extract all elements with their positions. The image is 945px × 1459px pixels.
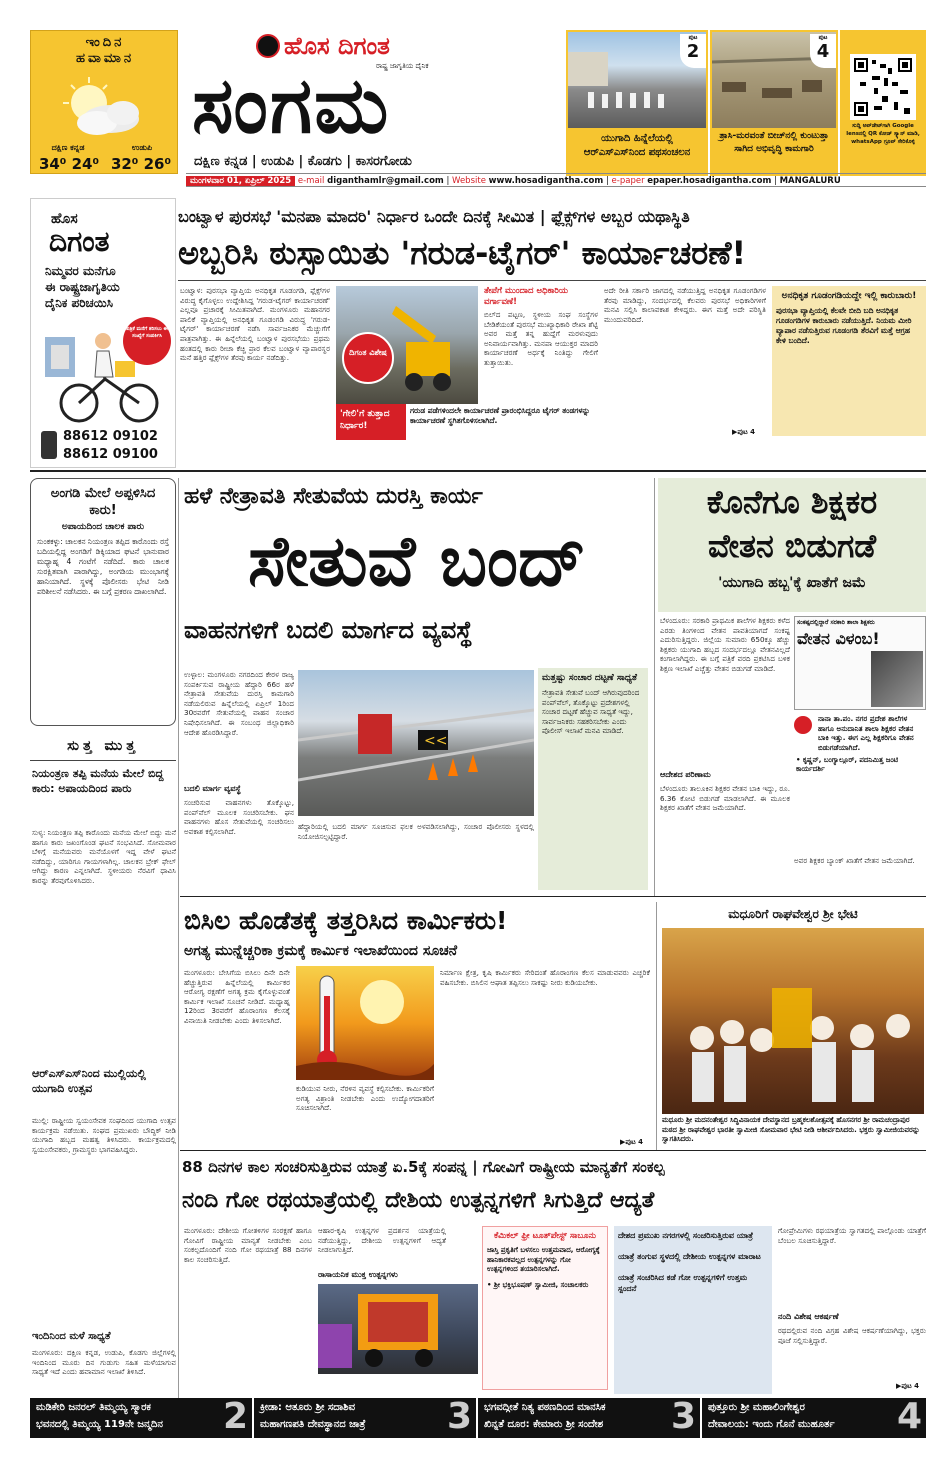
story6-adbox: [482, 1226, 608, 1390]
adbox-by: • ಶ್ರೀ ಭಕ್ತಿಭೂಷಣ್ ಸ್ವಾಮೀಜಿ, ಸಂಚಾಲಕರು: [487, 1280, 589, 1289]
story2-col3: ಹೆದ್ದಾರಿಯಲ್ಲಿ ಬದಲಿ ಮಾರ್ಗ ಸೂಚಿಸುವ ಫಲಕ ಅಳವಡಿಸಲಾಗಿದ್ದು, ಸಂಚಾರ ಪೊಲೀಸರು ಸ್ಥಳದಲ್ಲಿ ನಿಯೋಜಿಸಲ್ಪಟ್ಟಿದ್ದಾರೆ.: [298, 822, 534, 841]
brief1-subtitle: ಅಪಾಯದಿಂದ ಚಾಲಕ ಪಾರು: [61, 522, 145, 532]
footer-page-number: 2: [222, 1396, 248, 1437]
story2-photo: [298, 670, 534, 816]
story6-sub2: ರಾಸಾಯನಿಕ ಮುಕ್ತ ಉತ್ಪನ್ನಗಳು: [318, 1270, 398, 1279]
bullet-item: ಯಾತ್ರೆ ಸಂಚರಿಸಿದ ಕಡೆ ಗೋ ಉತ್ಪನ್ನಗಳಿಗೆ ಉತ್ತಮ ಸ್ಪಂದನೆ: [618, 1273, 748, 1293]
divider: [178, 478, 179, 1398]
story2-sidebox: [538, 668, 648, 890]
phone-1[interactable]: 88612 09102: [63, 429, 158, 444]
footer-page-number: 3: [446, 1396, 472, 1437]
brand-logo-icon: [256, 34, 280, 58]
story2-headline[interactable]: ಸೇತುವೆ ಬಂದ್: [248, 520, 586, 602]
epaper-link[interactable]: epaper.hosadigantha.com: [647, 176, 772, 186]
city2-name: ಉಡುಪಿ: [131, 143, 153, 152]
story6-sub5: ನಂದಿ ವಿಶೇಷ ಆಕರ್ಷಣೆ: [778, 1312, 839, 1321]
sutta-mutta-label: ಸುತ್ತ ಮುತ್ತ: [67, 738, 139, 754]
story2-side-title: ಮತ್ತಷ್ಟು ಸಂಚಾರ ದಟ್ಟಣೆ ಸಾಧ್ಯತೆ: [542, 673, 638, 683]
divider: [180, 896, 926, 897]
ad-tagline: ನಿಮ್ಮವರ ಮನೆಗೂ ಈ ರಾಷ್ಟ್ರಜಾಗೃತಿಯ ದೈನಿಕ ಪರಿಚಯಿಸಿ: [45, 264, 120, 310]
story2-sub2: ಬದಲಿ ಮಾರ್ಗ ವ್ಯವಸ್ಥೆ: [184, 784, 241, 793]
ad-brand: ದಿಗಂತ: [49, 225, 110, 258]
story4-photo: [296, 966, 434, 1080]
quote-text: ನಾನಾ ತಾ.ಪಂ. ನಗರ ಪ್ರದೇಶ ಶಾಲೆಗಳ ಹಾಗೂ ಅನುದಾನಿತ ಶಾಲಾ ಶಿಕ್ಷಕರ ವೇತನ ಬಾಕಿ ಇತ್ತು. ಈಗ ಎಲ್ಲ ಶಿಕ್ಷಕರಿಗೂ ವೇತನ ಬಿಡುಗಡೆಯಾಗಿದೆ.: [818, 714, 914, 752]
story1-headline[interactable]: ಅಬ್ಬರಿಸಿ ಠುಸ್ಸಾಯಿತು 'ಗರುಡ-ಟೈಗರ್' ಕಾರ್ಯಾಚರಣೆ!: [178, 234, 747, 272]
info-bar: ಮಂಗಳವಾರ 01, ಏಪ್ರಿಲ್ 2025 e-mail diganthamlr@gmail.com | Website www.hosadigantha.com | e-paper epaper.hosadigantha.com | MANGALURU: [186, 173, 926, 187]
story4-col2: ಕುಡಿಯುವ ನೀರು, ನೆರಳಿನ ವ್ಯವಸ್ಥೆ ಕಲ್ಪಿಸಬೇಕು. ಕಾರ್ಮಿಕರಿಗೆ ಅಗತ್ಯ ವಿಶ್ರಾಂತಿ ನೀಡಬೇಕು ಎಂದು ಉದ್ಯೋಗದಾತರಿಗೆ ಸೂಚಿಸಲಾಗಿದೆ.: [296, 1084, 434, 1113]
story3-headline1[interactable]: ಕೊನೆಗೂ ಶಿಕ್ಷಕರ: [706, 483, 878, 521]
story1-col4: ಅದೇ ರೀತಿ ಸರ್ಕಾರಿ ಜಾಗದಲ್ಲಿ ನಡೆಯುತ್ತಿದ್ದ ಅನಧಿಕೃತ ಗೂಡಂಗಡಿಗಳ ತೆರವು ಮಾಡಿದ್ದು, ಸಂದರ್ಭದಲ್ಲಿ ಕೆಲವರು ಪುರಸಭೆ ಅಧಿಕಾರಿಗಳಿಗೆ ಮನವಿ ಸಲ್ಲಿಸಿ ಕಾಲಾವಕಾಶ ಕೇಳಿದ್ದರು. ಈಗ ಮತ್ತೆ ಅದೇ ಪರಿಸ್ಥಿತಿ ಮುಂದುವರಿದಿದೆ.: [604, 286, 766, 324]
brand-name: ಹೊಸ ದಿಗಂತ: [284, 32, 390, 60]
left-brief1[interactable]: [30, 478, 176, 726]
subscription-ad[interactable]: [30, 198, 176, 468]
story6-col1: ಮಂಗಳೂರು: ದೇಶೀಯ ಗೋತಳಿಗಳ ಸಂರಕ್ಷಣೆ ಹಾಗೂ ಗೋವಿಗೆ ರಾಷ್ಟ್ರೀಯ ಮಾನ್ಯತೆ ನೀಡಬೇಕು ಎಂಬ ಸಂಕಲ್ಪದೊಂದಿಗೆ ನಂದಿ ಗೋ ರಥಯಾತ್ರೆ 88 ದಿನಗಳ ಕಾಲ ಸಂಚರಿಸುತ್ತಿದೆ.: [184, 1226, 312, 1264]
sutta-b2-text: ಮುಲ್ಲಿ: ರಾಷ್ಟ್ರೀಯ ಸ್ವಯಂಸೇವಕ ಸಂಘದಿಂದ ಯುಗಾದಿ ಉತ್ಸವ ಕಾರ್ಯಕ್ರಮ ನಡೆಯಿತು. ಸಂಘದ ಪ್ರಮುಖರು ಬೌದ್ಧಿಕ್ ನೀಡಿ ಯುಗಾದಿ ಹಬ್ಬದ ಮಹತ್ವ ತಿಳಿಸಿದರು. ಕಾರ್ಯಕ್ರಮದಲ್ಲಿ ಸ್ವಯಂಸೇವಕರು, ಗ್ರಾಮಸ್ಥರು ಭಾಗವಹಿಸಿದ್ದರು.: [32, 1116, 176, 1154]
story6-continued[interactable]: ▶ಪುಟ 4: [896, 1382, 919, 1390]
weather-title: ಇಂದಿನ ಹವಾಮಾನ: [75, 35, 135, 66]
story1-col1: ಬಂಟ್ವಾಳ: ಪುರಸಭಾ ವ್ಯಾಪ್ತಿಯ ಅನಧಿಕೃತ ಗೂಡಂಗಡಿ, ಫ್ಲೆಕ್ಸ್‌ಗಳ ವಿರುದ್ಧ ಕೈಗೊಳ್ಳಲು ಉದ್ದೇಶಿಸಿದ್ದ 'ಗರುಡ-ಟೈಗರ್ ಕಾರ್ಯಾಚರಣೆ' ಎಲ್ಲವೂ ಪ್ರಚಾರಕ್ಕೆ ಸೀಮಿತವಾಗಿದೆ. ಮಂಗಳೂರು ಮಹಾನಗರ ಪಾಲಿಕೆ ವ್ಯಾಪ್ತಿಯಲ್ಲಿ ಅನಧಿಕೃತ ಗೂಡಂಗಡಿ ವಿರುದ್ಧ 'ಗರುಡ-ಟೈಗರ್' ಕಾರ್ಯಾಚರಣೆ ನಡೆಸಿ ಸಾರ್ವಜನಿಕರ ಮೆಚ್ಚುಗೆಗೆ ಪಾತ್ರವಾಗಿತ್ತು. ಈ ಹಿನ್ನೆಲೆಯಲ್ಲಿ ಬಂಟ್ವಾಳ ಪುರಸಭೆಯು ಪ್ರಥಮ ಹಂತದಲ್ಲಿ ಕಾರು ರೀಚಾ ಕೆಚ್ಚಿ ಪ್ರಾರ ಕೆಲವ ಬಂಟ್ವಾಳ ವ್ಯಾಪಾರಸ್ಥರ ಮನೆ ಹತ್ತಿರ ಫ್ಲೆಕ್ಸ್‌ಗಳ ತೆರವು ಕಾರ್ಯ ನಡೆದಿತ್ತು.: [180, 286, 330, 363]
qr-code-icon: [850, 54, 916, 120]
teaser-1-page: ಪುಟ 2: [680, 34, 706, 68]
sutta-b3-text: ಮಂಗಳೂರು: ದಕ್ಷಿಣ ಕನ್ನಡ, ಉಡುಪಿ, ಕೊಡಗು ಜಿಲ್ಲೆಗಳಲ್ಲಿ ಇಂದಿನಿಂದ ಮೂರು ದಿನ ಗುಡುಗು ಸಹಿತ ಮಳೆಯಾಗುವ ಸಾಧ್ಯತೆ ಇದೆ ಎಂದು ಹವಾಮಾನ ಇಲಾಖೆ ತಿಳಿಸಿದೆ.: [32, 1348, 176, 1377]
divider: [178, 280, 926, 281]
story1-kicker[interactable]: ಬಂಟ್ವಾಳ ಪುರಸಭೆ 'ಮನಪಾ ಮಾದರಿ' ನಿರ್ಧಾರ ಒಂದೇ ದಿನಕ್ಕೆ ಸೀಮಿತ | ಫ್ಲೆಕ್ಸ್‌ಗಳ ಅಬ್ಬರ ಯಥಾಸ್ಥಿತಿ: [178, 207, 690, 226]
story4-headline[interactable]: ಬಿಸಿಲ ಹೊಡೆತಕ್ಕೆ ತತ್ತರಿಸಿದ ಕಾರ್ಮಿಕರು!: [184, 906, 508, 935]
story6-photo: [318, 1284, 478, 1374]
teaser-2-text: ತ್ರಾಸಿ-ಮರವಂತೆ ಬೀಚ್‌ನಲ್ಲಿ ಕುಂಟುತ್ತಾ ಸಾಗಿದ ಅಭಿವೃದ್ಧಿ ಕಾಮಗಾರಿ: [719, 131, 829, 154]
sutta-b3-title[interactable]: ಇಂದಿನಿಂದ ಮಳೆ ಸಾಧ್ಯತೆ: [32, 1331, 111, 1342]
story1-photo-tag: 'ಗೇಲಿ'ಗೆ ತುತ್ತಾದ ನಿರ್ಧಾರ!: [336, 404, 406, 440]
divider: [30, 760, 176, 761]
phone-2[interactable]: 88612 09100: [63, 447, 158, 462]
city2-temp: 32⁰ 26⁰: [110, 155, 172, 173]
sidebox-text: ಪುರಸಭಾ ವ್ಯಾಪ್ತಿಯಲ್ಲಿ ಕೆಲವೇ ಬೀದಿ ಬದಿ ಅನಧಿಕೃತ ಗೂಡಂಗಡಿಗಳ ಕಾರುಬಾರು ನಡೆಯುತ್ತಿದೆ. ನಿಯಮ ಮೀರಿ ವ್ಯಾಪಾರ ನಡೆಸುತ್ತಿರುವ ಗೂಡಂಗಡಿ ತೆರವಿಗೆ ಮತ್ತೆ ಆಗ್ರಹ ಕೇಳಿ ಬಂದಿದೆ.: [776, 306, 912, 345]
story3-end-note: ಅವರ ಶಿಕ್ಷಕರ ಬ್ಯಾಂಕ್ ಖಾತೆಗೆ ವೇತನ ಜಮೆಯಾಗಿದೆ.: [794, 856, 915, 865]
qr-text: ಸುದ್ದಿ ಅಪ್‌ಡೇಟ್‌ಗಾಗಿ Google lensನಲ್ಲಿ QR ಕೋಡ್ ಸ್ಕ್ಯಾನ್ ಮಾಡಿ, whatsApp ಗ್ರೂಪ್ ಸೇರಿಕೊಳ್ಳಿ: [846, 123, 920, 145]
clip-title: ವೇತನ ವಿಳಂಬ!: [797, 629, 880, 648]
story5-title[interactable]: ಮಧೂರಿಗೆ ರಾಘವೇಶ್ವರ ಶ್ರೀ ಭೇಟಿ: [728, 907, 858, 921]
divider: [180, 1150, 926, 1151]
teaser-1[interactable]: [566, 30, 708, 176]
quote-by: • ಕೃಷ್ಣನ್, ಬಂಗ್ಯಾಲ್ಗೂರ್, ಪದನಿಮಿತ್ತ ಜಂಟಿ ಕಾರ್ಯದರ್ಶಿ: [796, 756, 899, 774]
story2-col1: ಉಳ್ಳಾಲ: ಮಂಗಳೂರು ನಗರದಿಂದ ಕೇರಳ ರಾಜ್ಯ ಸಂಪರ್ಕಿಸುವ ರಾಷ್ಟ್ರೀಯ ಹೆದ್ದಾರಿ 66ರ ಹಳೆ ನೇತ್ರಾವತಿ ಸೇತುವೆಯ ದುರಸ್ತಿ ಕಾಮಗಾರಿ ನಡೆಯಲಿರುವ ಹಿನ್ನೆಲೆಯಲ್ಲಿ ಏಪ್ರಿಲ್ 1ರಿಂದ 30ರವರೆಗೆ ಸೇತುವೆಯಲ್ಲಿ ವಾಹನ ಸಂಚಾರ ನಿಷೇಧಿಸಲಾಗಿದೆ. ಈ ಸಂಬಂಧ ಜಿಲ್ಲಾಧಿಕಾರಿ ಆದೇಶ ಹೊರಡಿಸಿದ್ದಾರೆ.: [184, 670, 294, 737]
footer-page-number: 4: [896, 1396, 922, 1437]
clip-note: ಸಂಕಷ್ಟದಲ್ಲಿದ್ದಾರೆ ಸರಕಾರಿ ಶಾಲಾ ಶಿಕ್ಷಕರು: [797, 619, 875, 626]
adbox-text: ಜಾಸ್ತಿ ಪ್ರಕೃತಿಗೆ ಬಳಸಲು ಉತ್ತಮವಾದ, ಆರೋಗ್ಯಕ್ಕೆ ಹಾನಿಕಾರಕವಲ್ಲದ ಉತ್ಪನ್ನಗಳನ್ನು ಗೋ ಉತ್ಪನ್ನಗಳಿಂದ ತಯಾರಿಸಲಾಗಿದೆ.: [487, 1246, 600, 1274]
story2-kicker[interactable]: ಹಳೆ ನೇತ್ರಾವತಿ ಸೇತುವೆಯ ದುರಸ್ತಿ ಕಾರ್ಯ: [184, 484, 483, 509]
ad-brand-small: ಹೊಸ: [51, 211, 78, 227]
story2-col2: ಸಂಚರಿಸುವ ವಾಹನಗಳು ತೊಕ್ಕೊಟ್ಟು, ಪಂಪ್‌ವೆಲ್ ಮೂಲಕ ಸಂಚರಿಸಬೇಕು. ಘನ ವಾಹನಗಳು ಹೊಸ ಸೇತುವೆಯಲ್ಲಿ ಸಂಚರಿಸಲು ಅವಕಾಶ ಕಲ್ಪಿಸಲಾಗಿದೆ.: [184, 798, 294, 836]
teaser-2[interactable]: [710, 30, 838, 176]
clip-photo: [871, 651, 923, 707]
story3-quote: [794, 712, 926, 840]
city: MANGALURU: [779, 176, 841, 186]
story1-bottom-note: ಗರುಡ ಪಡೆಗಳಿಂದಲೇ ಕಾರ್ಯಾಚರಣೆ ಪ್ರಾರಂಭಿಸಿದ್ದರೂ ಟೈಗರ್ ತಂಡಗಳನ್ನು ಕಾರ್ಯಾಚರಣೆ ಸ್ಥಗಿತಗೊಳಿಸಲಾಗಿದೆ.: [410, 406, 590, 425]
footer-item-1[interactable]: ಮಡಿಕೇರಿ ಜನರಲ್ ತಿಮ್ಮಯ್ಯ ಸ್ಮಾರಕ ಭವನದಲ್ಲಿ ತಿಮ್ಮಯ್ಯ 119ನೇ ಜನ್ಮದಿನ 2: [30, 1398, 252, 1438]
story1-sub-head: ತೇಪೆಗೆ ಮುಂದಾದ ಅಧಿಕಾರಿಯ ವರ್ಗಾವಣೆ!: [484, 286, 568, 307]
footer-page-number: 3: [670, 1396, 696, 1437]
story3-clipping: [794, 616, 926, 710]
footer-item-2[interactable]: ಕ್ರೀಡಾ: ಆತೂರು ಶ್ರೀ ಸದಾಶಿವ ಮಹಾಗಣಪತಿ ದೇವಸ್ಥಾನದ ಜಾತ್ರೆ 3: [254, 1398, 476, 1438]
story6-bullets: [614, 1226, 772, 1394]
story4-col3: ನಿರ್ಮಾಣ ಕ್ಷೇತ್ರ, ಕೃಷಿ ಕಾರ್ಮಿಕರು ಸೇರಿದಂತೆ ಹೊರಾಂಗಣ ಕೆಲಸ ಮಾಡುವವರು ಎಚ್ಚರಿಕೆ ವಹಿಸಬೇಕು. ಬಿಸಿಲಿನ ಆಘಾತ ತಪ್ಪಿಸಲು ಸಾಕಷ್ಟು ನೀರು ಕುಡಿಯಬೇಕು.: [440, 968, 650, 987]
svg-text:<<: <<: [424, 733, 448, 749]
divider: [30, 470, 926, 472]
story3-col1: ಬೆಳಂದೂರು: ಸರಕಾರಿ ಪ್ರಾಥಮಿಕ ಶಾಲೆಗಳ ಶಿಕ್ಷಕರು ಕಳೆದ ಎರಡು ತಿಂಗಳಿಂದ ವೇತನ ಪಾವತಿಯಾಗದೆ ಸಂಕಷ್ಟ ಎದುರಿಸುತ್ತಿದ್ದರು. ಜಿಲ್ಲೆಯ ಸುಮಾರು 650ಕ್ಕೂ ಹೆಚ್ಚು ಶಿಕ್ಷಕರು ಯುಗಾದಿ ಹಬ್ಬದ ಸಂದರ್ಭದಲ್ಲೂ ವೇತನವಿಲ್ಲದೆ ಕಂಗಾಲಾಗಿದ್ದರು. ಈ ಬಗ್ಗೆ ಪತ್ರಿಕೆ ವರದಿ ಪ್ರಕಟಿಸಿದ ಬಳಿಕ ಶಿಕ್ಷಣ ಇಲಾಖೆ ಎಚ್ಚೆತ್ತು ವೇತನ ಬಿಡುಗಡೆ ಮಾಡಿದೆ.: [660, 616, 790, 673]
sidebox-title: ಅನಧಿಕೃತ ಗೂಡಂಗಡಿಯದ್ದೇ ಇಲ್ಲಿ ಕಾರುಬಾರು!: [781, 291, 917, 301]
story3-col1b: ಬೆಳಂದೂರು ತಾಲೂಕಿನ ಶಿಕ್ಷಕರ ವೇತನ ಬಾಕಿ ಇದ್ದು, ರೂ. 6.36 ಕೋಟಿ ಬಿಡುಗಡೆ ಮಾಡಲಾಗಿದೆ. ಈ ಮೂಲಕ ಶಿಕ್ಷಕರ ಖಾತೆಗೆ ವೇತನ ಜಮೆಯಾಗಿದೆ.: [660, 784, 790, 813]
story3-sub2: ಆದೇಶದ ಪರಿಣಾಮ: [660, 770, 711, 779]
website-link[interactable]: www.hosadigantha.com: [488, 176, 604, 186]
story1-sidebox: [772, 286, 926, 436]
story1-badge: ದಿಗಂತ ವಿಶೇಷ: [342, 332, 394, 384]
story3-headline2[interactable]: ವೇತನ ಬಿಡುಗಡೆ: [708, 527, 876, 565]
story2-side-text: ನೇತ್ರಾವತಿ ಸೇತುವೆ ಬಂದ್ ಆಗಿರುವುದರಿಂದ ಪಂಪ್‌ವೆಲ್, ತೊಕ್ಕೊಟ್ಟು ಪ್ರದೇಶಗಳಲ್ಲಿ ಸಂಚಾರ ದಟ್ಟಣೆ ಹೆಚ್ಚುವ ಸಾಧ್ಯತೆ ಇದ್ದು, ಸಾರ್ವಜನಿಕರು ಸಹಕರಿಸಬೇಕು ಎಂದು ಪೊಲೀಸ್ ಇಲಾಖೆ ಮನವಿ ಮಾಡಿದೆ.: [542, 688, 640, 736]
divider: [654, 478, 655, 896]
bullet-item: ದೇಶದ ಪ್ರಮುಖ ನಗರಗಳಲ್ಲಿ ಸಂಚರಿಸುತ್ತಿರುವ ಯಾತ್ರೆ: [618, 1231, 754, 1240]
email-link[interactable]: diganthamlr@gmail.com: [327, 176, 444, 186]
story1-photo: [336, 286, 478, 404]
story1-continued[interactable]: ▶ಪುಟ 4: [732, 428, 755, 436]
sutta-b2-title[interactable]: ಆರ್‌ಎಸ್‌ಎಸ್‌ನಿಂದ ಮುಲ್ಲಿಯಲ್ಲಿ ಯುಗಾದಿ ಉತ್ಸವ: [32, 1067, 146, 1095]
story6-col5: ಗೋಪ್ರೇಮಿಗಳು ರಥಯಾತ್ರೆಯ ಸ್ವಾಗತದಲ್ಲಿ ಪಾಲ್ಗೊಂಡು ಯಾತ್ರೆಗೆ ಬೆಂಬಲ ಸೂಚಿಸುತ್ತಿದ್ದಾರೆ.: [778, 1226, 926, 1245]
teaser-2-page: ಪುಟ 4: [810, 34, 836, 68]
city1-name: ದಕ್ಷಿಣ ಕನ್ನಡ: [51, 143, 85, 152]
bullet-item: ಯಾತ್ರೆ ತಂಗುವ ಸ್ಥಳದಲ್ಲಿ ದೇಶೀಯ ಉತ್ಪನ್ನಗಳ ಮಾರಾಟ: [618, 1252, 761, 1261]
phone-icon: [41, 431, 57, 459]
story4-col1: ಮಂಗಳೂರು: ಬೇಸಿಗೆಯ ಬಿಸಿಲು ದಿನೇ ದಿನೇ ಹೆಚ್ಚುತ್ತಿರುವ ಹಿನ್ನೆಲೆಯಲ್ಲಿ ಕಾರ್ಮಿಕರ ಆರೋಗ್ಯ ರಕ್ಷಣೆಗೆ ಅಗತ್ಯ ಕ್ರಮ ಕೈಗೊಳ್ಳುವಂತೆ ಕಾರ್ಮಿಕ ಇಲಾಖೆ ಸೂಚನೆ ನೀಡಿದೆ. ಮಧ್ಯಾಹ್ನ 12ರಿಂದ 3ರವರೆಗೆ ಹೊರಾಂಗಣ ಕೆಲಸಕ್ಕೆ ವಿನಾಯಿತಿ ನೀಡಬೇಕು ಎಂದು ತಿಳಿಸಲಾಗಿದೆ.: [184, 968, 290, 1025]
story5-photo: [662, 928, 924, 1114]
city1-temp: 34⁰ 24⁰: [38, 155, 100, 173]
story6-col5b: ರಥದಲ್ಲಿರುವ ನಂದಿ ವಿಗ್ರಹ ವಿಶೇಷ ಆಕರ್ಷಣೆಯಾಗಿದ್ದು, ಭಕ್ತರು ಪೂಜೆ ಸಲ್ಲಿಸುತ್ತಿದ್ದಾರೆ.: [778, 1326, 926, 1345]
weather-box: [30, 30, 178, 174]
date: ಮಂಗಳವಾರ 01, ಏಪ್ರಿಲ್ 2025: [186, 176, 295, 186]
story5-caption: ಮಧೂರು ಶ್ರೀ ಮದನಂತೇಶ್ವರ ಸಿದ್ಧಿವಿನಾಯಕ ದೇವಸ್ಥಾನದ ಬ್ರಹ್ಮಕಲಶೋತ್ಸವಕ್ಕೆ ಹೊಸನಗರ ಶ್ರೀ ರಾಮಚಂದ್ರಾಪುರ ಮಠದ ಶ್ರೀ ರಾಘವೇಶ್ವರ ಭಾರತೀ ಸ್ವಾಮೀಜಿ ಸೋಮವಾರ ಭೇಟಿ ನೀಡಿ ಆಶೀರ್ವದಿಸಿದರು. ಭಕ್ತರು ಸ್ವಾಮೀಜಿಯವರನ್ನು ಸ್ವಾಗತಿಸಿದರು.: [662, 1116, 920, 1144]
footer-item-4[interactable]: ಪುತ್ತೂರು ಶ್ರೀ ಮಹಾಲಿಂಗೇಶ್ವರ ದೇವಾಲಯ: ಇಂದು ಗೊನೆ ಮುಹೂರ್ತ 4: [702, 1398, 926, 1438]
edition-name: ಸಂಗಮ: [192, 61, 391, 151]
story4-subhead[interactable]: ಅಗತ್ಯ ಮುನ್ನೆಚ್ಚರಿಕಾ ಕ್ರಮಕ್ಕೆ ಕಾರ್ಮಿಕ ಇಲಾಖೆಯಿಂದ ಸೂಚನೆ: [184, 943, 458, 959]
story6-headline[interactable]: ನಂದಿ ಗೋ ರಥಯಾತ್ರೆಯಲ್ಲಿ ದೇಶಿಯ ಉತ್ಪನ್ನಗಳಿಗೆ ಸಿಗುತ್ತಿದೆ ಆದ್ಯತೆ: [182, 1188, 655, 1213]
brief1-text: ಸುಂಕಕಳ್ಳು: ಚಾಲಕನ ನಿಯಂತ್ರಣ ತಪ್ಪಿದ ಕಾರೊಂದು ರಸ್ತೆ ಬದಿಯಲ್ಲಿದ್ದ ಅಂಗಡಿಗೆ ಡಿಕ್ಕಿಯಾದ ಘಟನೆ ಭಾನುವಾರ ಮಧ್ಯಾಹ್ನ 4 ಗಂಟೆಗೆ ನಡೆದಿದೆ. ಕಾರು ಚಾಲಕ ಸುರಕ್ಷಿತವಾಗಿ ಪಾರಾಗಿದ್ದು, ಅಂಗಡಿಯ ಮುಂಭಾಗಕ್ಕೆ ಹಾನಿಯಾಗಿದೆ. ಸ್ಥಳಕ್ಕೆ ಪೊಲೀಸರು ಭೇಟಿ ನೀಡಿ ಪರಿಶೀಲನೆ ನಡೆಸಿದರು. ಈ ಬಗ್ಗೆ ಪ್ರಕರಣ ದಾಖಲಾಗಿದೆ.: [37, 537, 169, 596]
sun-cloud-icon: [53, 73, 153, 141]
brand-tagline: ರಾಷ್ಟ್ರ ಜಾಗೃತಿಯ ದೈನಿಕ: [376, 62, 429, 70]
story3-subhead[interactable]: 'ಯುಗಾದಿ ಹಬ್ಬ'ಕ್ಕೆ ಖಾತೆಗೆ ಜಮೆ: [718, 575, 866, 591]
teaser-1-text: ಯುಗಾದಿ ಹಿನ್ನೆಲೆಯಲ್ಲಿ ಆರ್‌ಎಸ್‌ಎಸ್‌ನಿಂದ ಪಥಸಂಚಲನ: [583, 133, 691, 158]
masthead: [186, 28, 566, 178]
story6-col2: ಆಹಾರ-ಕೃಷಿ ಉತ್ಪನ್ನಗಳ ಪ್ರದರ್ಶನ ಯಾತ್ರೆಯಲ್ಲಿ ನಡೆಯುತ್ತಿದ್ದು, ದೇಶೀಯ ಉತ್ಪನ್ನಗಳಿಗೆ ಆದ್ಯತೆ ನೀಡಲಾಗುತ್ತಿದೆ.: [318, 1226, 446, 1255]
story4-continued[interactable]: ▶ಪುಟ 4: [620, 1138, 643, 1146]
regions: ದಕ್ಷಿಣ ಕನ್ನಡ | ಉಡುಪಿ | ಕೊಡಗು | ಕಾಸರಗೋಡು: [194, 154, 412, 169]
sutta-b1-title[interactable]: ನಿಯಂತ್ರಣ ತಪ್ಪಿ ಮನೆಯ ಮೇಲೆ ಬಿದ್ದ ಕಾರು: ಅಪಾಯದಿಂದ ಪಾರು: [32, 767, 164, 795]
qr-box[interactable]: [840, 30, 926, 176]
quote-icon: [794, 716, 812, 734]
sutta-b1-text: ಸುಳ್ಯ: ನಿಯಂತ್ರಣ ತಪ್ಪಿ ಕಾರೊಂದು ಮನೆಯ ಮೇಲೆ ಬಿದ್ದು ಮನೆ ಹಾಗೂ ಕಾರು ಜಖಂಗೊಂಡ ಘಟನೆ ಸಂಭವಿಸಿದೆ. ಸೋಮವಾರ ಬೆಳಿಗ್ಗೆ ಮನೆಯವರು ಮನೆಯೊಳಗೆ ಇದ್ದ ವೇಳೆ ಘಟನೆ ನಡೆದಿದ್ದು, ಯಾರಿಗೂ ಗಾಯಗಳಾಗಿಲ್ಲ. ಚಾಲಕನ ಬ್ರೇಕ್ ಫೇಲ್ ಆಗಿದ್ದು ಕಾರಣ ಎನ್ನಲಾಗಿದೆ. ಸ್ಥಳೀಯರು ನೆರವಿಗೆ ಧಾವಿಸಿ ಕಾರನ್ನು ತೆರವುಗೊಳಿಸಿದರು.: [32, 828, 176, 885]
footer-item-3[interactable]: ಭಗವದ್ಗೀತೆ ನಿತ್ಯ ಪಠಣದಿಂದ ಮಾನಸಿಕ ಖಿನ್ನತೆ ದೂರ: ಕೇಮಾರು ಶ್ರೀ ಸಂದೇಶ 3: [478, 1398, 700, 1438]
story2-subhead[interactable]: ವಾಹನಗಳಿಗೆ ಬದಲಿ ಮಾರ್ಗದ ವ್ಯವಸ್ಥೆ: [184, 616, 473, 644]
divider: [656, 902, 657, 1150]
brief1-title: ಅಂಗಡಿ ಮೇಲೆ ಅಪ್ಪಳಿಸಿದ ಕಾರು!: [50, 486, 156, 518]
story1-col3: ಬಿಲ್‌ದ ಪಟ್ಟಣ, ಸ್ಥಳೀಯ ಸಂಘ ಸಂಸ್ಥೆಗಳ ಬೇಡಿಕೆಯಂತೆ ಪುರಸಭೆ ಮುಖ್ಯಾಧಿಕಾರಿ ರೇಖಾ ಶೆಟ್ಟಿ ಅವರ ಮತ್ತೆ ತನ್ನ ಹುದ್ದೆಗೆ ಮರಳುವುದು ಅನಿವಾರ್ಯವಾಗಿತ್ತು. ಮನಪಾ ಆಯುಕ್ತರ ಮಾದರಿ ಕಾರ್ಯಾಚರಣೆ ಅರ್ಧಕ್ಕೆ ನಿಂತಿದ್ದು ಗೇಲಿಗೆ ತುತ್ತಾಯಿತು.: [484, 310, 598, 367]
adbox-title: ಕೆಮಿಕಲ್ ಫ್ರೀ ಟೂತ್‌ಪೇಸ್ಟ್ ಸಾಬೂನು: [494, 1231, 596, 1241]
story6-kicker[interactable]: 88 ದಿನಗಳ ಕಾಲ ಸಂಚರಿಸುತ್ತಿರುವ ಯಾತ್ರೆ ಏ.5ಕ್ಕೆ ಸಂಪನ್ನ | ಗೋವಿಗೆ ರಾಷ್ಟ್ರೀಯ ಮಾನ್ಯತೆಗೆ ಸಂಕಲ್ಪ: [182, 1158, 665, 1176]
ad-badge: ಪತ್ರಿಕೆ ಮನೆಗೆ ತರಿಸಲು ಈ ಸಂಖ್ಯೆಗೆ ಸಂಪರ್ಕಿಸಿ: [123, 317, 171, 365]
